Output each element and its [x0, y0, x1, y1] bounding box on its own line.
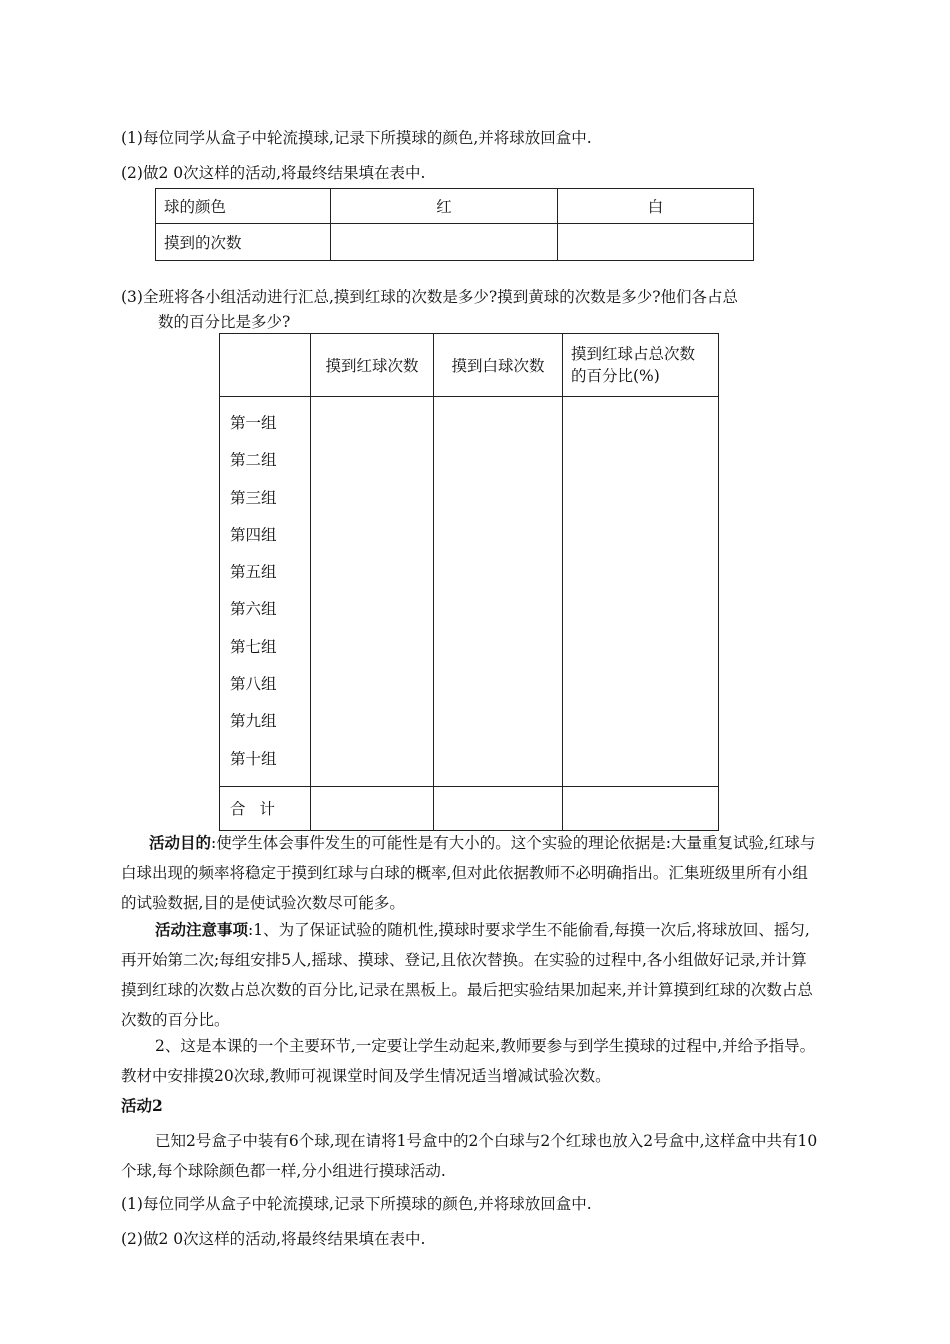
group-label: 第四组 [230, 525, 277, 544]
table1-header-red: 红 [331, 189, 558, 224]
table1-header-white: 白 [558, 189, 754, 224]
step1-text: (1)每位同学从盒子中轮流摸球,记录下所摸球的颜色,并将球放回盒中. [121, 129, 592, 147]
group-label: 第七组 [230, 637, 277, 656]
table2-total-label: 合计 [220, 786, 311, 830]
step3-text-line2: 数的百分比是多少? [158, 313, 291, 331]
table2-white-count-cell[interactable] [434, 397, 563, 787]
table1-cell-red[interactable] [331, 224, 558, 261]
activity2-step1: (1)每位同学从盒子中轮流摸球,记录下所摸球的颜色,并将球放回盒中. [121, 1195, 592, 1213]
group-label: 第十组 [230, 749, 277, 768]
group-label: 第六组 [230, 600, 277, 619]
table2-header-red-count: 摸到红球次数 [311, 334, 434, 397]
table2-header-white-count: 摸到白球次数 [434, 334, 563, 397]
table2-total-percent[interactable] [563, 786, 719, 830]
notes-paragraph [121, 915, 821, 1035]
table1-row-label: 摸到的次数 [156, 224, 331, 261]
group-label: 第二组 [230, 451, 277, 470]
step3-text-line1: (3)全班将各小组活动进行汇总,摸到红球的次数是多少?摸到黄球的次数是多少?他们各占总 [121, 288, 739, 306]
notes-label: 活动注意事项 [155, 920, 249, 939]
purpose-label: 活动目的 [149, 833, 212, 852]
notes-text: :1、为了保证试验的随机性,摸球时要求学生不能偷看,每摸一次后,将球放回、摇匀,再开始第二次;每组安排5人,摇球、摸球、登记,且依次替换。在实验的过程中,各小组做好记录,并计算摸到红球的次数占总次数的百分比,记录在黑板上。最后把实验结果加起来,并计算摸到红球的次数占总次数的百分比。 [121, 921, 813, 1029]
activity2-step2: (2)做2 0次这样的活动,将最终结果填在表中. [121, 1230, 426, 1248]
activity2-heading: 活动2 [121, 1096, 163, 1115]
class-summary-table [219, 333, 719, 831]
group-label: 第九组 [230, 712, 277, 731]
group-label: 第八组 [230, 675, 277, 694]
notes-paragraph-2: 2、这是本课的一个主要环节,一定要让学生动起来,教师要参与到学生摸球的过程中,并给予指导。教材中安排摸20次球,教师可视课堂时间及学生情况适当增减试验次数。 [121, 1037, 816, 1085]
purpose-text: :使学生体会事件发生的可能性是有大小的。这个实验的理论依据是:大量重复试验,红球与白球出现的频率将稳定于摸到红球与白球的概率,但对此依据教师不必明确指出。汇集班级里所有小组的试验数据,目的是使试验次数尽可能多。 [121, 834, 816, 912]
table2-total-red[interactable] [311, 786, 434, 830]
color-count-table [155, 188, 754, 261]
group-label: 第一组 [230, 414, 277, 432]
table2-percent-cell[interactable] [563, 397, 719, 787]
group-label: 第三组 [230, 488, 277, 507]
activity2-intro: 已知2号盒子中装有6个球,现在请将1号盒中的2个白球与2个红球也放入2号盒中,这样盒中共有10个球,每个球除颜色都一样,分小组进行摸球活动. [121, 1132, 818, 1180]
group-label: 第五组 [230, 563, 277, 582]
table2-header-red-percent: 摸到红球占总次数的百分比(%) [563, 334, 719, 397]
table1-cell-white[interactable] [558, 224, 754, 261]
table2-red-count-cell[interactable] [311, 397, 434, 787]
table2-total-white[interactable] [434, 786, 563, 830]
step2-text: (2)做2 0次这样的活动,将最终结果填在表中. [121, 164, 426, 182]
table2-group-list [220, 397, 311, 787]
table2-header-empty [220, 334, 311, 397]
purpose-paragraph [121, 828, 821, 918]
table1-header-color: 球的颜色 [156, 189, 331, 224]
